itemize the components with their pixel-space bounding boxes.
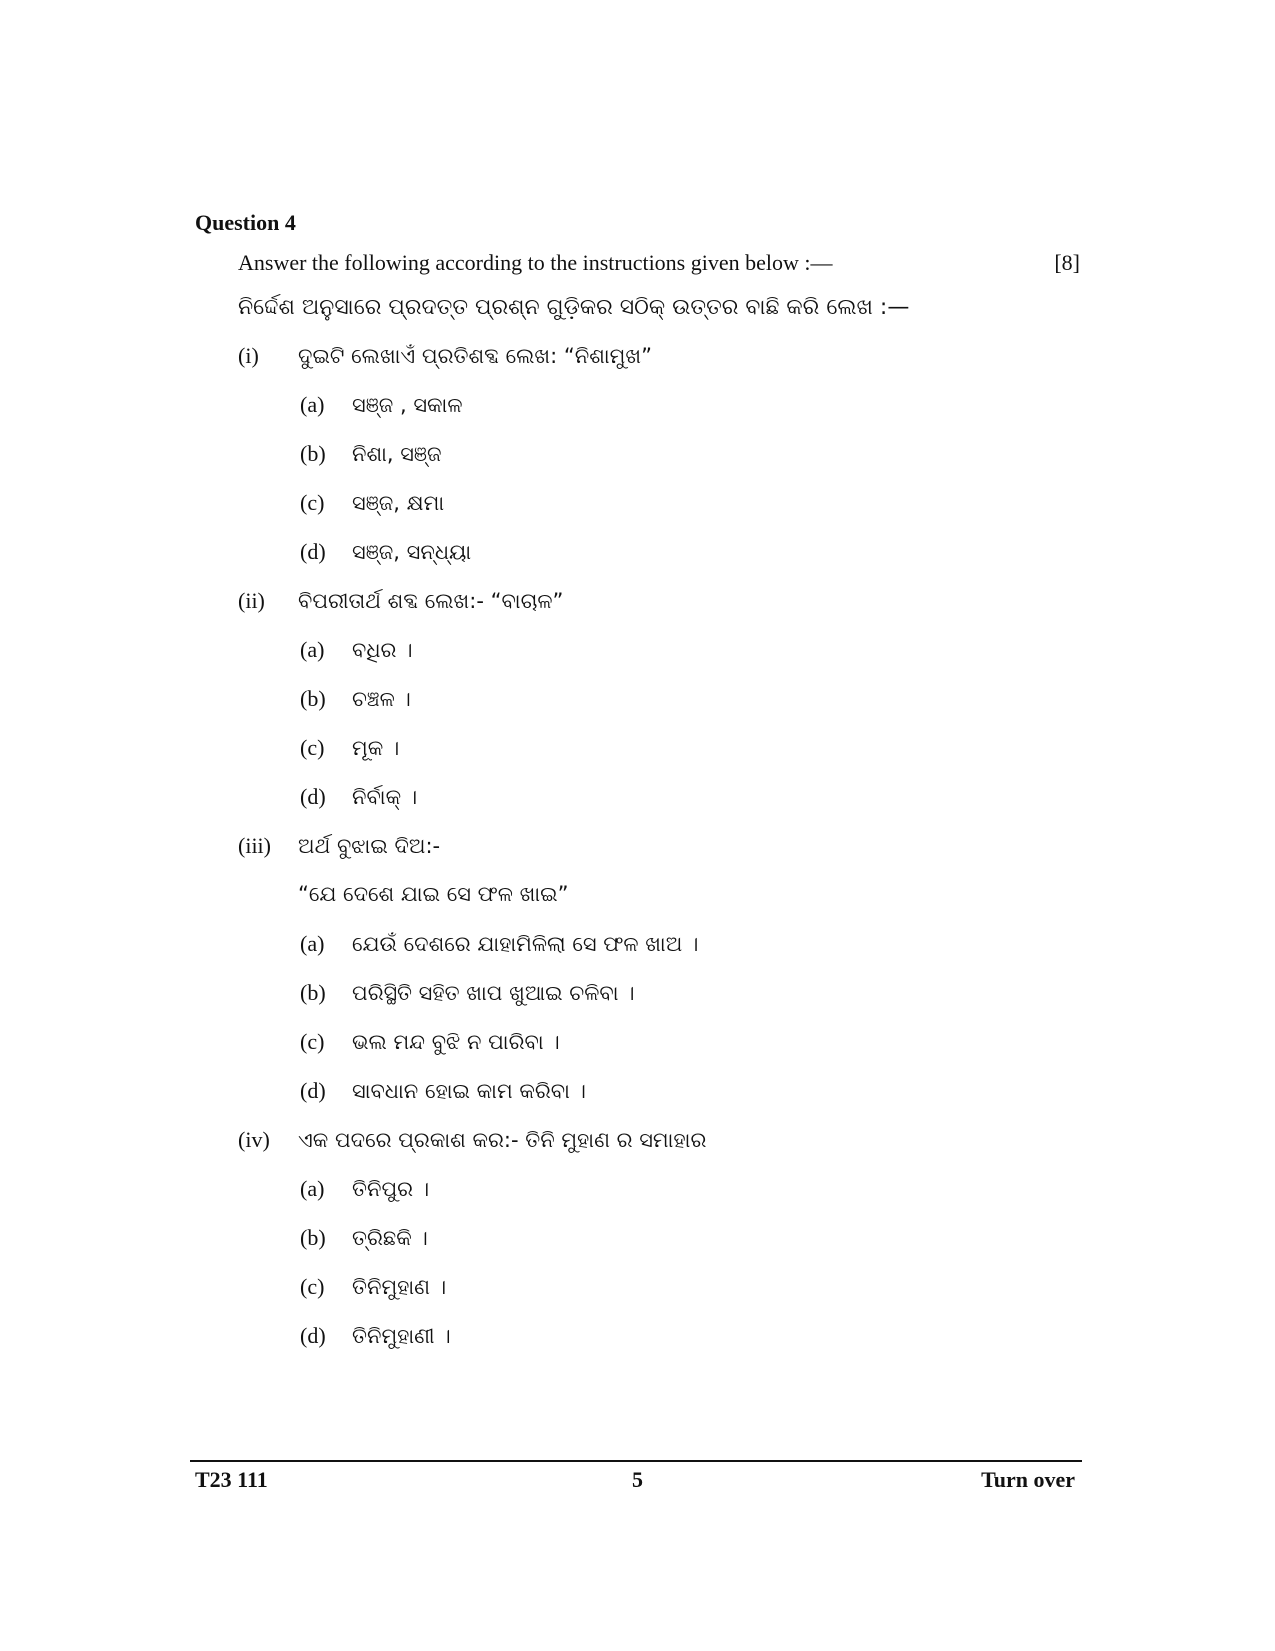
option-label: (d) [300, 1323, 326, 1348]
question-title: Question 4 [195, 210, 296, 235]
questions-list [238, 343, 1078, 1372]
option-label: (a) [300, 637, 325, 662]
option-item [238, 1274, 1078, 1323]
option-item [238, 392, 1078, 441]
option-label: (b) [300, 1225, 326, 1250]
option-text: ନିର୍ବାକ୍ । [352, 785, 418, 809]
option-item [238, 1029, 1078, 1078]
option-label: (b) [300, 441, 326, 466]
question-row [238, 833, 1078, 882]
option-text: ସଞ୍ଜ , ସକାଳ [352, 393, 463, 417]
option-item [238, 1225, 1078, 1274]
option-item [238, 980, 1078, 1029]
option-text: ତିନିମୁହାଣ । [352, 1275, 447, 1299]
option-label: (b) [300, 980, 326, 1005]
marks-label: [8] [1054, 250, 1080, 275]
option-item [238, 637, 1078, 686]
question-quote: “ଯେ ଦେଶେ ଯାଇ ସେ ଫଳ ଖାଇ” [298, 882, 569, 906]
question-text: ଏକ ପଦରେ ପ୍ରକାଶ କର:- ତିନି ମୁହାଣ ର ସମାହାର [298, 1128, 707, 1152]
option-item [238, 931, 1078, 980]
question-number: (iv) [238, 1127, 270, 1152]
page-number: 5 [632, 1467, 643, 1492]
option-item [238, 1323, 1078, 1372]
option-label: (a) [300, 1176, 325, 1201]
question-block [238, 833, 1078, 1127]
option-label: (d) [300, 784, 326, 809]
option-text: ନିଶା, ସଞ୍ଜ [352, 442, 442, 466]
option-item [238, 539, 1078, 588]
option-text: ଭଲ ମନ୍ଦ ବୁଝି ନ ପାରିବା । [352, 1030, 560, 1054]
option-label: (a) [300, 392, 325, 417]
instruction-english: Answer the following according to the instructions given below :— [238, 250, 833, 275]
option-text: ସଞ୍ଜ, ସନ୍ଧ୍ୟା [352, 540, 472, 564]
option-text: ପରିସ୍ଥିତି ସହିତ ଖାପ ଖୁଆଇ ଚଳିବା । [352, 981, 635, 1005]
option-item [238, 1078, 1078, 1127]
option-text: ତ୍ରିଛକି । [352, 1226, 428, 1250]
option-label: (b) [300, 686, 326, 711]
question-row [238, 1127, 1078, 1176]
option-item [238, 441, 1078, 490]
option-label: (c) [300, 735, 325, 760]
option-text: ଯେଉଁ ଦେଶରେ ଯାହାମିଳିଲା ସେ ଫଳ ଖାଅ । [352, 932, 699, 956]
question-text: ଅର୍ଥ ବୁଝାଇ ଦିଅ:- [298, 834, 441, 858]
option-text: ମୂକ । [352, 736, 400, 760]
question-row [238, 343, 1078, 392]
option-text: ତିନିପୁର । [352, 1177, 430, 1201]
option-label: (c) [300, 490, 325, 515]
question-row [238, 588, 1078, 637]
option-item [238, 490, 1078, 539]
option-text: ତିନିମୁହାଣୀ । [352, 1324, 451, 1348]
option-label: (c) [300, 1274, 325, 1299]
option-item [238, 1176, 1078, 1225]
question-block [238, 588, 1078, 833]
option-item [238, 784, 1078, 833]
option-text: ବଧିର । [352, 638, 413, 662]
option-text: ସାବଧାନ ହୋଇ କାମ କରିବା । [352, 1079, 587, 1103]
option-label: (d) [300, 539, 326, 564]
option-label: (a) [300, 931, 325, 956]
turn-over-label: Turn over [981, 1467, 1075, 1492]
instruction-odia: ନିର୍ଦ୍ଦେଶ ଅନୁସାରେ ପ୍ରଦତ୍ତ ପ୍ରଶ୍ନ ଗୁଡ଼ିକର ସଠିକ୍ ଉତ୍ତର ବାଛି କରି ଲେଖ :— [238, 295, 910, 320]
question-text: ଦୁଇଟି ଲେଖାଏଁ ପ୍ରତିଶବ୍ଦ ଲେଖ: “ନିଶାମୁଖ” [298, 344, 652, 368]
paper-code: T23 111 [195, 1467, 268, 1492]
question-block [238, 1127, 1078, 1372]
question-number: (i) [238, 343, 259, 368]
question-number: (ii) [238, 588, 265, 613]
option-label: (d) [300, 1078, 326, 1103]
question-number: (iii) [238, 833, 271, 858]
option-text: ସଞ୍ଜ, କ୍ଷମା [352, 491, 445, 515]
option-text: ଚଞ୍ଚଳ । [352, 687, 411, 711]
option-item [238, 735, 1078, 784]
footer-divider [190, 1460, 1082, 1462]
option-item [238, 686, 1078, 735]
question-text: ବିପରୀତାର୍ଥ ଶବ୍ଦ ଲେଖ:- “ବାଚାଳ” [298, 589, 564, 613]
option-label: (c) [300, 1029, 325, 1054]
question-block [238, 343, 1078, 588]
